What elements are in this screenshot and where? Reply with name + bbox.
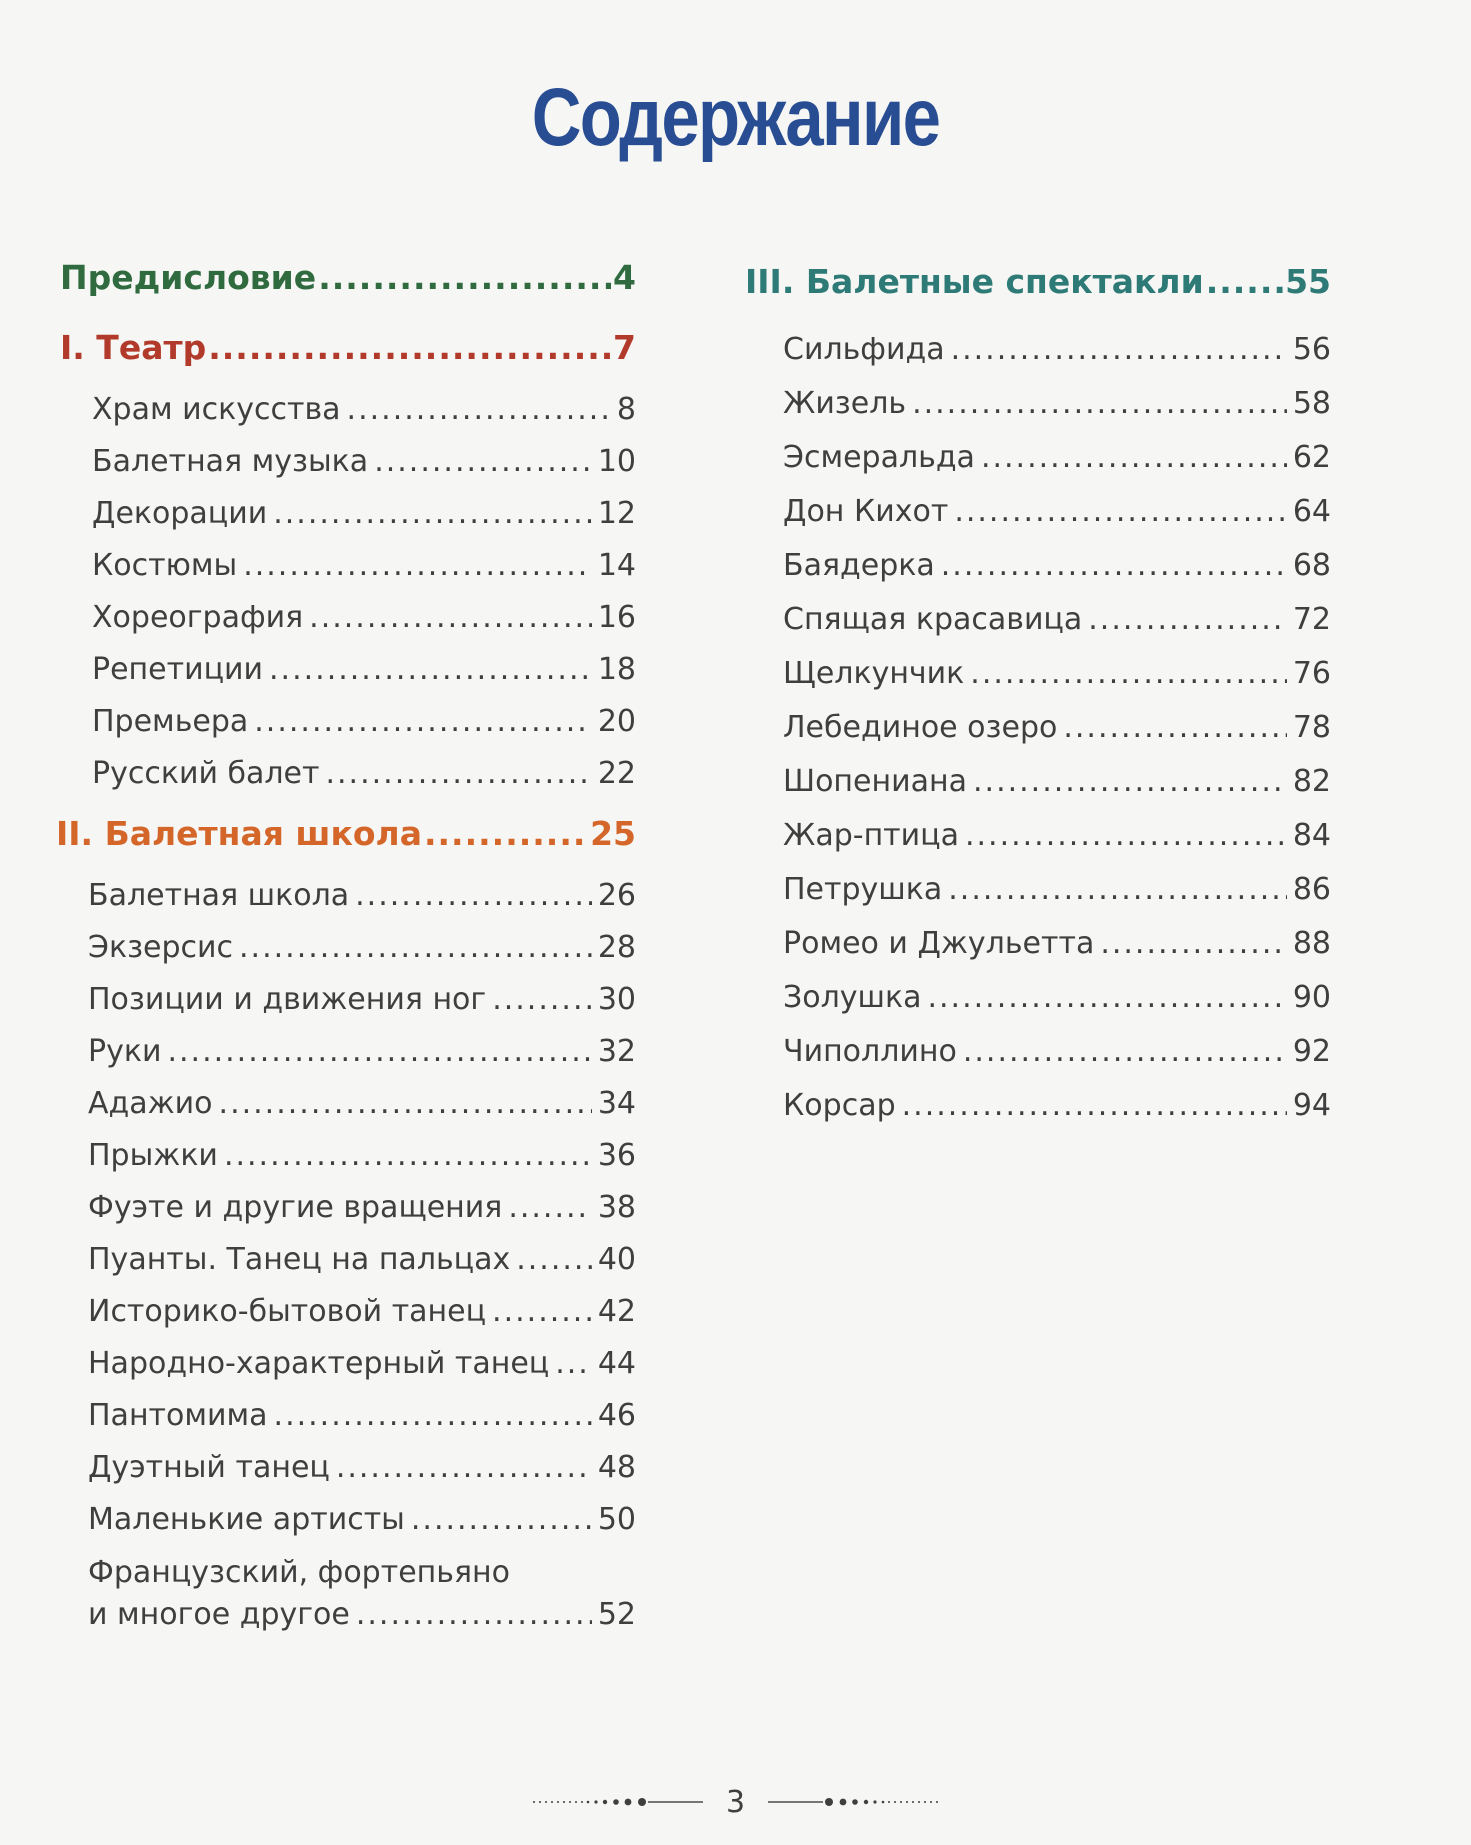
toc-item-label: Сильфида xyxy=(783,332,945,367)
toc-page-number: 25 xyxy=(590,814,636,853)
dot-leader xyxy=(941,546,1287,586)
toc-heading-label: I. Театр xyxy=(60,328,207,367)
dot-leader xyxy=(318,258,611,298)
toc-page-number: 90 xyxy=(1292,980,1331,1015)
toc-page-number: 7 xyxy=(613,328,636,367)
dot-leader xyxy=(492,980,592,1020)
toc-item[interactable] xyxy=(88,1595,636,1635)
toc-page-number: 84 xyxy=(1292,818,1331,853)
toc-heading-label: II. Балетная школа xyxy=(56,814,422,853)
toc-item[interactable] xyxy=(92,702,636,742)
toc-page-number: 78 xyxy=(1292,710,1331,745)
toc-item-label: Дон Кихот xyxy=(783,494,949,529)
toc-page-number: 32 xyxy=(597,1034,636,1069)
toc-page-number: 36 xyxy=(597,1138,636,1173)
toc-item[interactable] xyxy=(783,816,1331,856)
toc-item-label: Балетная школа xyxy=(88,878,350,913)
toc-page-number: 34 xyxy=(597,1086,636,1121)
toc-page-number: 26 xyxy=(597,878,636,913)
toc-item-label: Маленькие артисты xyxy=(88,1502,405,1537)
toc-item[interactable] xyxy=(92,598,636,638)
toc-item[interactable] xyxy=(783,438,1331,478)
page-footer xyxy=(0,1782,1471,1822)
toc-item-label: Жар-птица xyxy=(783,818,959,853)
toc-page-number: 14 xyxy=(597,548,636,583)
toc-item-label: Репетиции xyxy=(92,652,264,687)
toc-page-number: 28 xyxy=(597,930,636,965)
toc-item-label: Прыжки xyxy=(88,1138,218,1173)
dot-leader xyxy=(1206,262,1283,302)
dot-leader xyxy=(555,1344,592,1384)
toc-item-label: Чиполлино xyxy=(783,1034,957,1069)
dot-leader xyxy=(274,1396,592,1436)
toc-item[interactable] xyxy=(88,876,636,916)
toc-page-number: 20 xyxy=(597,704,636,739)
toc-page-number: 42 xyxy=(597,1294,636,1329)
dot-leader xyxy=(963,1032,1287,1072)
toc-page-number: 82 xyxy=(1292,764,1331,799)
toc-item[interactable] xyxy=(783,546,1331,586)
toc-page-number: 86 xyxy=(1292,872,1331,907)
toc-item-label: Руки xyxy=(88,1034,162,1069)
dot-leader xyxy=(355,876,592,916)
toc-item-label: Пуанты. Танец на пальцах xyxy=(88,1242,511,1277)
toc-item[interactable] xyxy=(92,754,636,794)
dot-leader xyxy=(954,492,1286,532)
toc-page-number: 92 xyxy=(1292,1034,1331,1069)
dot-leader xyxy=(424,814,588,854)
page-title: Содержание xyxy=(531,72,940,163)
toc-item[interactable] xyxy=(92,442,636,482)
toc-page-number: 72 xyxy=(1292,602,1331,637)
toc-item[interactable] xyxy=(783,330,1331,370)
toc-item-label: Позиции и движения ног xyxy=(88,982,487,1017)
dot-leader xyxy=(516,1240,592,1280)
toc-item-label: Фуэте и другие вращения xyxy=(88,1190,503,1225)
toc-item[interactable] xyxy=(88,1240,636,1280)
toc-item-label: Ромео и Джульетта xyxy=(783,926,1095,961)
toc-page-number: 52 xyxy=(597,1597,636,1632)
dot-leader xyxy=(902,1086,1287,1126)
toc-item[interactable] xyxy=(783,924,1331,964)
dot-leader xyxy=(1100,924,1286,964)
toc-item-label: Костюмы xyxy=(92,548,238,583)
toc-item-label: Русский балет xyxy=(92,756,320,791)
dot-leader xyxy=(239,928,592,968)
toc-item[interactable] xyxy=(88,1188,636,1228)
toc-page-number: 94 xyxy=(1292,1088,1331,1123)
toc-item[interactable] xyxy=(92,650,636,690)
toc-page-number: 8 xyxy=(616,392,636,427)
toc-page-number: 4 xyxy=(613,258,636,297)
toc-page-number: 50 xyxy=(597,1502,636,1537)
toc-item-first-line: Французский, фортепьяно xyxy=(88,1555,510,1590)
toc-item-label: Эсмеральда xyxy=(783,440,975,475)
toc-item-label: Баядерка xyxy=(783,548,935,583)
toc-item[interactable] xyxy=(783,762,1331,802)
toc-page-number: 30 xyxy=(597,982,636,1017)
toc-item[interactable] xyxy=(783,708,1331,748)
toc-item[interactable] xyxy=(88,1032,636,1072)
toc-item[interactable] xyxy=(88,1448,636,1488)
toc-item-label: Хореография xyxy=(92,600,304,635)
dot-leader xyxy=(965,816,1287,856)
dot-leader xyxy=(336,1448,592,1488)
toc-item-label: Спящая красавица xyxy=(783,602,1083,637)
toc-item-label: Декорации xyxy=(92,496,268,531)
toc-page-number: 88 xyxy=(1292,926,1331,961)
toc-item[interactable] xyxy=(88,980,636,1020)
dot-leader xyxy=(254,702,592,742)
toc-section-ballet-school[interactable] xyxy=(56,814,636,854)
toc-item-label: Балетная музыка xyxy=(92,444,369,479)
toc-item-label: Лебединое озеро xyxy=(783,710,1058,745)
dot-leader xyxy=(1063,708,1286,748)
dot-leader xyxy=(325,754,591,794)
toc-page-number: 46 xyxy=(597,1398,636,1433)
toc-page-number: 55 xyxy=(1285,262,1331,301)
toc-item[interactable] xyxy=(783,492,1331,532)
dot-leader xyxy=(347,390,611,430)
toc-item-label: Шопениана xyxy=(783,764,967,799)
dot-leader xyxy=(927,978,1286,1018)
toc-section-theatre[interactable] xyxy=(60,328,636,368)
toc-item-label: и многое другое xyxy=(88,1597,350,1632)
dot-leader xyxy=(309,598,592,638)
toc-item[interactable] xyxy=(88,1292,636,1332)
toc-page-number: 56 xyxy=(1292,332,1331,367)
toc-page-number: 68 xyxy=(1292,548,1331,583)
toc-item[interactable] xyxy=(88,1344,636,1384)
toc-preface[interactable] xyxy=(60,258,636,298)
toc-item-label: Премьера xyxy=(92,704,249,739)
dot-leader xyxy=(208,328,611,368)
toc-item-label: Адажио xyxy=(88,1086,213,1121)
toc-item-label: Золушка xyxy=(783,980,922,1015)
dot-leader xyxy=(243,546,592,586)
dot-leader xyxy=(508,1188,591,1228)
dot-leader xyxy=(912,384,1287,424)
toc-item-label: Щелкунчик xyxy=(783,656,965,691)
toc-item[interactable] xyxy=(783,978,1331,1018)
toc-item-label: Храм искусства xyxy=(92,392,341,427)
toc-page-number: 64 xyxy=(1292,494,1331,529)
toc-page-number: 16 xyxy=(597,600,636,635)
toc-item[interactable] xyxy=(92,494,636,534)
toc-page-number: 12 xyxy=(597,496,636,531)
toc-page-number: 38 xyxy=(597,1190,636,1225)
toc-item[interactable] xyxy=(783,600,1331,640)
dot-leader xyxy=(492,1292,592,1332)
toc-page-number: 44 xyxy=(597,1346,636,1381)
dot-leader xyxy=(951,330,1287,370)
toc-item-label: Историко-бытовой танец xyxy=(88,1294,487,1329)
toc-page-number: 40 xyxy=(597,1242,636,1277)
dot-leader xyxy=(269,650,592,690)
toc-item[interactable] xyxy=(88,1084,636,1124)
toc-item[interactable] xyxy=(783,384,1331,424)
dot-leader xyxy=(273,494,592,534)
toc-page-number: 18 xyxy=(597,652,636,687)
dot-leader xyxy=(1088,600,1287,640)
toc-item-label: Пантомима xyxy=(88,1398,268,1433)
toc-item[interactable] xyxy=(88,1136,636,1176)
toc-item[interactable] xyxy=(88,1500,636,1540)
toc-item[interactable] xyxy=(783,870,1331,910)
toc-item[interactable] xyxy=(88,928,636,968)
toc-page-number: 62 xyxy=(1292,440,1331,475)
toc-item-label: Петрушка xyxy=(783,872,943,907)
dot-leader xyxy=(167,1032,591,1072)
toc-item[interactable] xyxy=(92,546,636,586)
dot-leader xyxy=(356,1595,592,1635)
toc-item-label: Экзерсис xyxy=(88,930,234,965)
toc-page-number: 22 xyxy=(597,756,636,791)
toc-item-label: Жизель xyxy=(783,386,907,421)
dot-leader xyxy=(981,438,1287,478)
dot-leader xyxy=(374,442,592,482)
toc-heading-label: III. Балетные спектакли xyxy=(745,262,1204,301)
dot-leader xyxy=(219,1084,592,1124)
toc-item[interactable] xyxy=(783,654,1331,694)
toc-page-number: 10 xyxy=(597,444,636,479)
dot-leader xyxy=(411,1500,592,1540)
toc-item[interactable] xyxy=(88,1396,636,1436)
toc-item-label: Дуэтный танец xyxy=(88,1450,330,1485)
left-ornament-icon xyxy=(530,1792,710,1812)
toc-page-number: 48 xyxy=(597,1450,636,1485)
toc-item-label: Корсар xyxy=(783,1088,896,1123)
toc-item-label: Народно-характерный танец xyxy=(88,1346,550,1381)
right-ornament-icon xyxy=(761,1792,941,1812)
toc-heading-label: Предисловие xyxy=(60,258,317,297)
dot-leader xyxy=(224,1136,592,1176)
dot-leader xyxy=(970,654,1287,694)
toc-section-ballet-performances[interactable] xyxy=(745,262,1331,302)
toc-page-number: 76 xyxy=(1292,656,1331,691)
dot-leader xyxy=(973,762,1287,802)
dot-leader xyxy=(948,870,1287,910)
toc-page-number: 58 xyxy=(1292,386,1331,421)
page-number: 3 xyxy=(725,1784,746,1820)
toc-item[interactable] xyxy=(92,390,636,430)
toc-item[interactable] xyxy=(783,1086,1331,1126)
toc-item[interactable] xyxy=(783,1032,1331,1072)
